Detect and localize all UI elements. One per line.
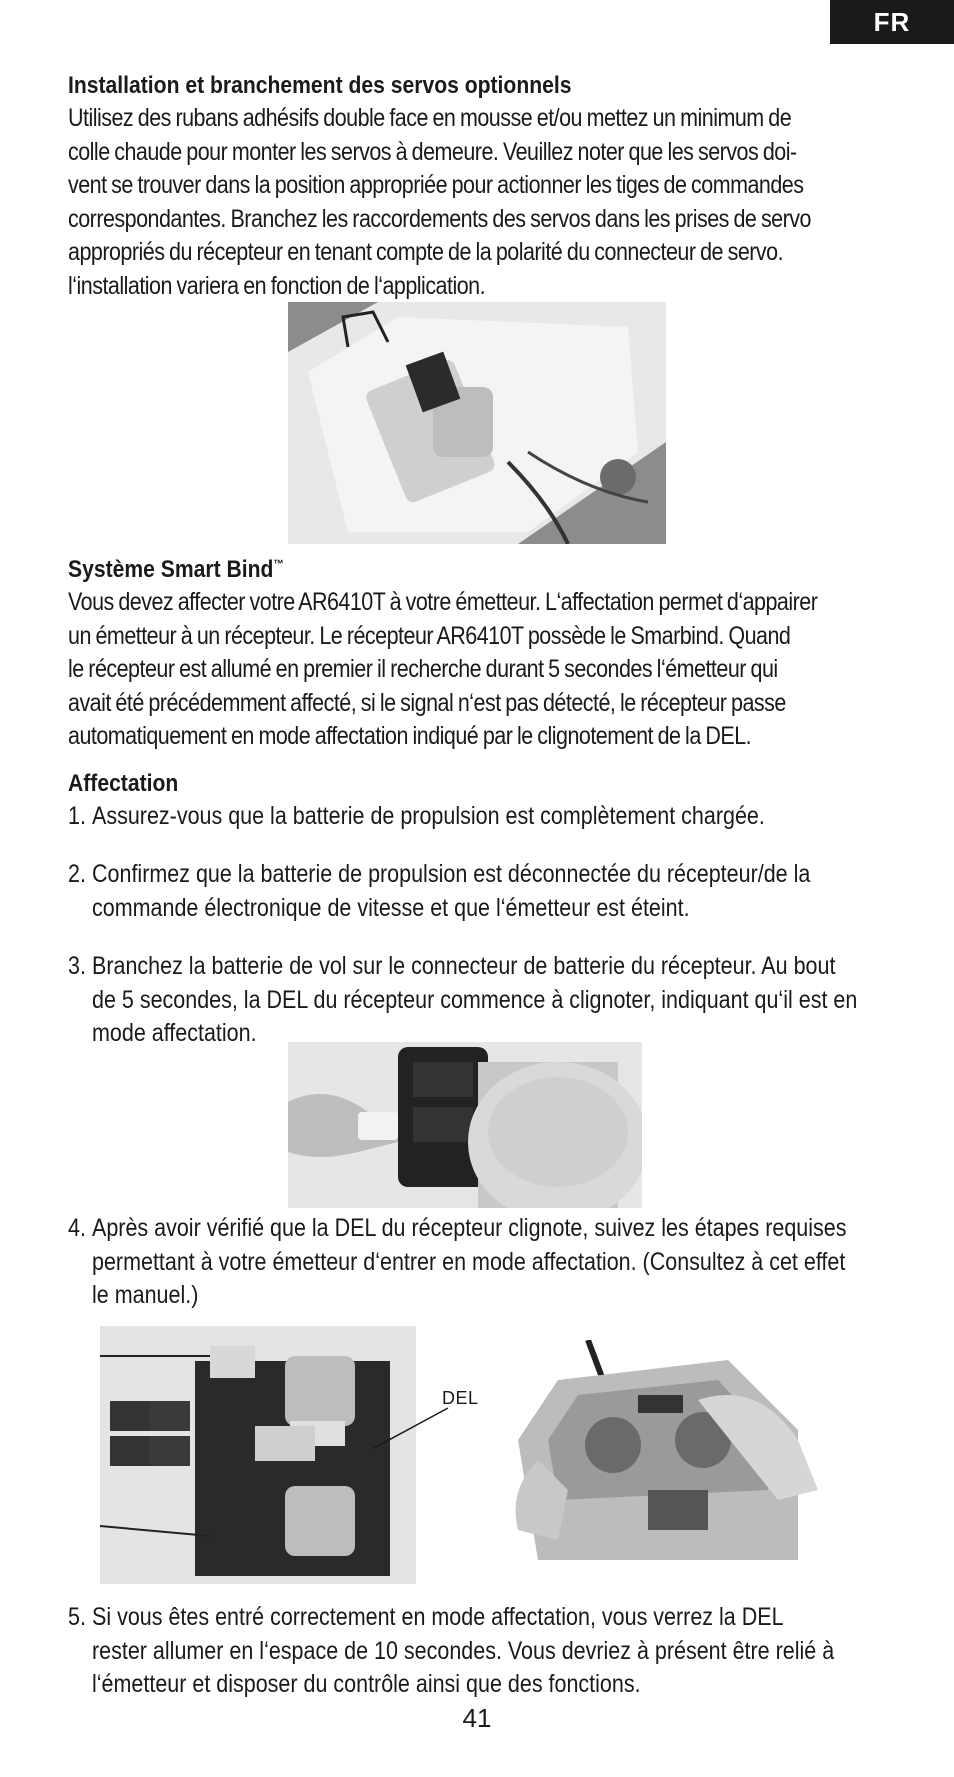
- servo-installation-photo: [288, 302, 666, 544]
- section-smart-bind: [68, 548, 896, 754]
- list-item: [68, 1601, 952, 1702]
- text-line: rester allumer en l‘espace de 10 secondes. Vous devriez à présent être relié à: [92, 1636, 835, 1665]
- section-affectation: [68, 768, 896, 800]
- text-line: de 5 secondes, la DEL du récepteur commence à clignoter, indiquant qu‘il est en: [92, 985, 858, 1014]
- text-line: un émetteur à un récepteur. Le récepteur AR6410T possède le Smarbind. Quand: [68, 621, 791, 650]
- text-line: le récepteur est allumé en premier il recherche durant 5 secondes l‘émetteur qui: [68, 655, 778, 683]
- text-line: Confirmez que la batterie de propulsion est déconnectée du récepteur/de la: [92, 860, 811, 888]
- text-line: Vous devez affecter votre AR6410T à votre émetteur. L‘affectation permet d‘appairer: [68, 588, 818, 616]
- section-title: [68, 548, 797, 586]
- list-item: [68, 800, 952, 834]
- text-line: commande électronique de vitesse et que l‘émetteur est éteint.: [92, 893, 690, 922]
- section-body: [68, 102, 896, 303]
- text-line: le manuel.): [92, 1281, 199, 1309]
- text-line: l‘émetteur et disposer du contrôle ainsi que des fonctions.: [92, 1670, 641, 1698]
- text-line: automatiquement en mode affectation indiqué par le clignotement de la DEL.: [68, 722, 752, 750]
- section-title: Affectation: [68, 770, 179, 797]
- section-title-text: Système Smart Bind: [68, 556, 274, 583]
- page-number: 41: [462, 1703, 492, 1733]
- section-title: Installation et branchement des servos optionnels: [68, 72, 572, 99]
- transmitter-photo: [498, 1340, 838, 1570]
- text-line: appropriés du récepteur en tenant compte de la polarité du connecteur de servo.: [68, 238, 784, 266]
- item-number: 1.: [68, 802, 86, 830]
- text-line: Assurez-vous que la batterie de propulsion est complètement chargée.: [92, 802, 765, 830]
- text-line: mode affectation.: [92, 1019, 257, 1047]
- led-callout-line: [370, 1404, 460, 1454]
- list-item: [68, 950, 952, 1051]
- section-body: [68, 586, 896, 754]
- item-number: 5.: [68, 1603, 86, 1631]
- text-line: Si vous êtes entré correctement en mode affectation, vous verrez la DEL: [92, 1603, 784, 1631]
- text-line: Après avoir vérifié que la DEL du récepteur clignote, suivez les étapes requises: [92, 1214, 847, 1242]
- text-line: permettant à votre émetteur d‘entrer en mode affectation. (Consultez à cet effet: [92, 1247, 846, 1276]
- battery-connector-photo: [288, 1042, 642, 1208]
- list-item: [68, 1212, 952, 1313]
- section-servo-installation: [68, 70, 896, 303]
- text-line: correspondantes. Branchez les raccordements des servos dans les prises de servo: [68, 204, 811, 233]
- text-line: avait été précédemment affecté, si le signal n‘est pas détecté, le récepteur passe: [68, 688, 786, 717]
- text-line: Branchez la batterie de vol sur le connecteur de batterie du récepteur. Au bout: [92, 952, 836, 980]
- list-item: [68, 858, 952, 925]
- led-callout-label: DEL: [442, 1388, 479, 1408]
- item-number: 3.: [68, 952, 86, 980]
- text-line: Utilisez des rubans adhésifs double face en mousse et/ou mettez un minimum de: [68, 104, 792, 132]
- text-line: colle chaude pour monter les servos à demeure. Veuillez noter que les servos doi-: [68, 137, 797, 166]
- text-line: l‘installation variera en fonction de l‘application.: [68, 271, 486, 300]
- item-number: 2.: [68, 860, 86, 888]
- item-number: 4.: [68, 1214, 86, 1242]
- language-tab: FR: [830, 0, 954, 44]
- receiver-board-photo: [100, 1326, 416, 1584]
- trademark-mark: ™: [273, 557, 284, 571]
- text-line: vent se trouver dans la position appropriée pour actionner les tiges de commandes: [68, 171, 804, 199]
